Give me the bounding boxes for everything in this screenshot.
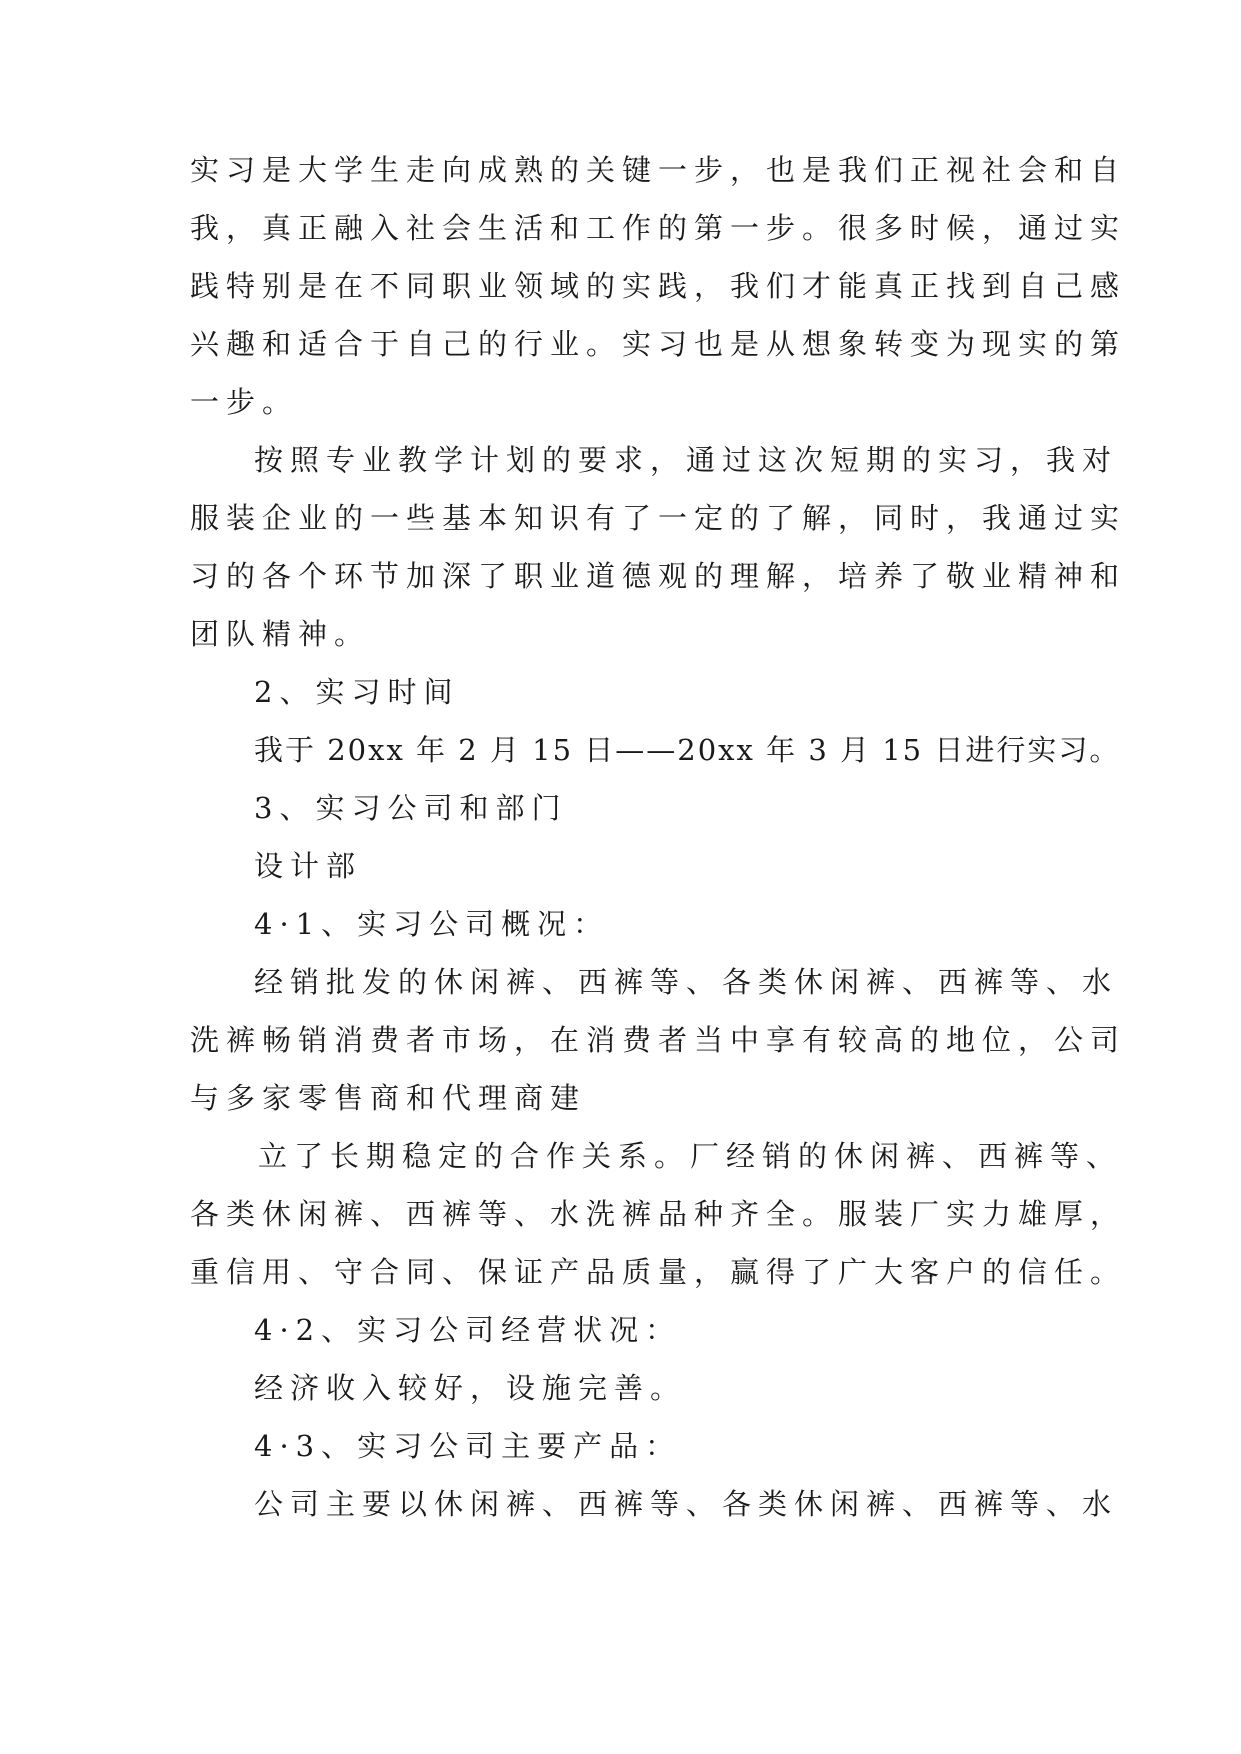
paragraph-line: 经济收入较好，设施完善。 xyxy=(254,1371,687,1405)
paragraph-line: 习的各个环节加深了职业道德观的理解，培养了敬业精神和 xyxy=(190,559,1127,593)
paragraph-line: 我，真正融入社会生活和工作的第一步。很多时候，通过实 xyxy=(190,211,1127,245)
paragraph-line: 兴趣和适合于自己的行业。实习也是从想象转变为现实的第 xyxy=(190,327,1127,361)
paragraph-line: 立了长期稳定的合作关系。厂经销的休闲裤、西裤等、 xyxy=(258,1139,1123,1173)
paragraph-line: 我于 20xx 年 2 月 15 日——20xx 年 3 月 15 日进行实习。 xyxy=(254,733,1121,767)
paragraph-line: 重信用、守合同、保证产品质量，赢得了广大客户的信任。 xyxy=(190,1255,1127,1289)
paragraph-line: 一步。 xyxy=(190,385,299,419)
paragraph-line: 践特别是在不同职业领域的实践，我们才能真正找到自己感 xyxy=(190,269,1127,303)
paragraph-line: 经销批发的休闲裤、西裤等、各类休闲裤、西裤等、水 xyxy=(254,965,1119,999)
section-heading: 4·3、实习公司主要产品： xyxy=(254,1429,682,1463)
paragraph-line: 与多家零售商和代理商建 xyxy=(190,1081,587,1115)
section-heading: 3、实习公司和部门 xyxy=(254,791,568,825)
paragraph-line: 团队精神。 xyxy=(190,617,371,651)
paragraph-line: 公司主要以休闲裤、西裤等、各类休闲裤、西裤等、水 xyxy=(254,1487,1119,1521)
section-heading: 4·1、实习公司概况： xyxy=(254,907,610,941)
paragraph-line: 按照专业教学计划的要求，通过这次短期的实习，我对 xyxy=(254,443,1119,477)
paragraph-line: 实习是大学生走向成熟的关键一步，也是我们正视社会和自 xyxy=(190,153,1127,187)
paragraph-line: 设计部 xyxy=(254,849,363,883)
paragraph-line: 洗裤畅销消费者市场，在消费者当中享有较高的地位，公司 xyxy=(190,1023,1127,1057)
section-heading: 4·2、实习公司经营状况： xyxy=(254,1313,682,1347)
paragraph-line: 各类休闲裤、西裤等、水洗裤品种齐全。服装厂实力雄厚， xyxy=(190,1197,1127,1231)
section-heading: 2、实习时间 xyxy=(254,675,460,709)
paragraph-line: 服装企业的一些基本知识有了一定的了解，同时，我通过实 xyxy=(190,501,1127,535)
